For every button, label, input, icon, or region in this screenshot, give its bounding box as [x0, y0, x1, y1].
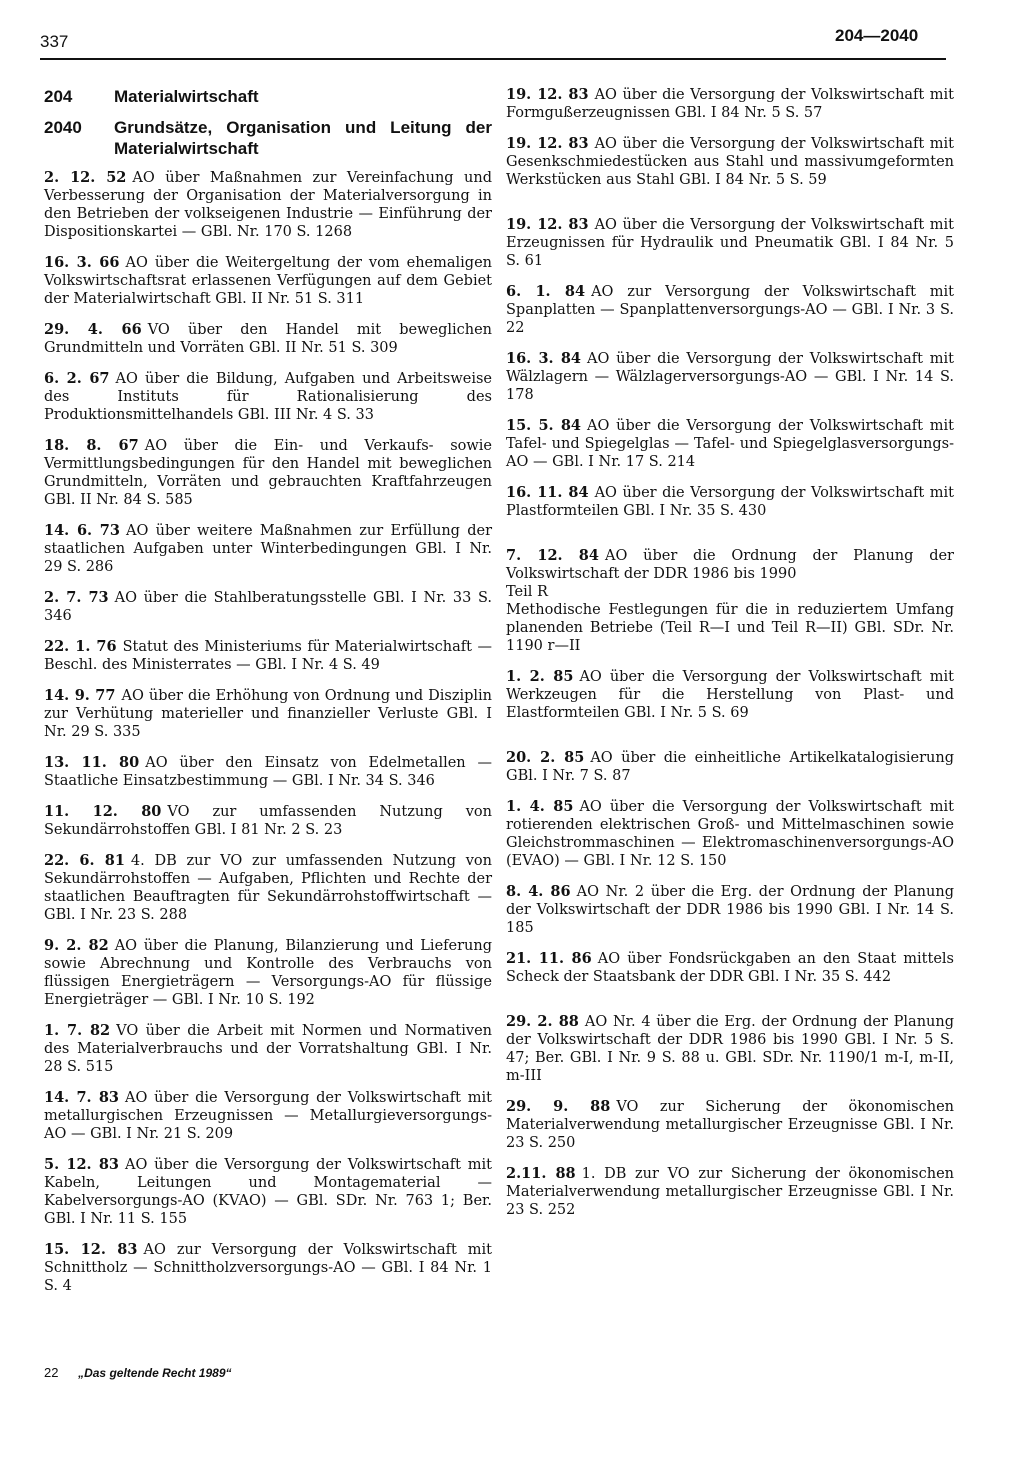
entry-text: AO über die Versorgung der Volkswirtschaft mit Tafel- und Spiegelglas — Tafel- und Spiegelglasversorgungs-AO — GBl. I Nr. 17 S. 214 — [506, 418, 954, 470]
entry — [506, 86, 954, 122]
entry-date: 9. 2. 82 — [44, 937, 109, 954]
page-footer — [44, 1365, 232, 1380]
entry-text: AO über die Versorgung der Volkswirtschaft mit Erzeugnissen für Hydraulik und Pneumatik GBl. I 84 Nr. 5 S. 61 — [506, 217, 954, 269]
entry — [44, 522, 492, 576]
spacer — [506, 999, 954, 1013]
entry-date: 8. 4. 86 — [506, 883, 571, 900]
entry-date: 21. 11. 86 — [506, 950, 592, 967]
entry-date: 15. 12. 83 — [44, 1241, 138, 1258]
entry-text: AO über die Erhöhung von Ordnung und Disziplin zur Verhütung materieller und finanzieller Verluste GBl. I Nr. 29 S. 335 — [44, 688, 492, 740]
entry — [506, 350, 954, 404]
entry-date: 16. 11. 84 — [506, 484, 589, 501]
entry — [506, 950, 954, 986]
entry — [506, 216, 954, 270]
entry — [44, 1022, 492, 1076]
entry — [506, 749, 954, 785]
entry-date: 6. 2. 67 — [44, 370, 110, 387]
entry-text: AO zur Versorgung der Volkswirtschaft mit Spanplatten — Spanplattenversorgungs-AO — GBl. I Nr. 3 S. 22 — [506, 284, 954, 336]
section-code: 204—2040 — [835, 26, 919, 45]
entry-text: AO Nr. 2 über die Erg. der Ordnung der Planung der Volkswirtschaft der DDR 1986 bis 1990 GBl. I Nr. 14 S. 185 — [506, 884, 954, 936]
section-heading-number: 204 — [44, 87, 73, 106]
entry-text: 1. DB zur VO zur Sicherung der ökonomischen Materialverwendung metallurgischer Erzeugnisse GBl. I Nr. 23 S. 252 — [506, 1166, 954, 1218]
entry — [44, 370, 492, 424]
entry-list-right — [506, 86, 954, 1219]
entry-date: 29. 9. 88 — [506, 1098, 611, 1115]
entry — [44, 937, 492, 1009]
entry-date: 14. 9. 77 — [44, 687, 116, 704]
entry-date: 15. 5. 84 — [506, 417, 581, 434]
entry — [506, 1165, 954, 1219]
entry-date: 18. 8. 67 — [44, 437, 139, 454]
entry-text: AO über Fondsrückgaben an den Staat mittels Scheck der Staatsbank der DDR GBl. I Nr. 35 S. 442 — [506, 951, 954, 985]
entry-date: 6. 1. 84 — [506, 283, 586, 300]
section-heading-204 — [44, 86, 492, 107]
entry-date: 1. 4. 85 — [506, 798, 574, 815]
entry-text: AO über die Versorgung der Volkswirtschaft mit Gesenkschmiedestücken aus Stahl und massivumgeformten Werkstücken aus Stahl GBl. I 84 Nr. 5 S. 59 — [506, 136, 954, 188]
entry — [506, 798, 954, 870]
entry — [44, 169, 492, 241]
entry-date: 11. 12. 80 — [44, 803, 162, 820]
entry-text: VO zur Sicherung der ökonomischen Materialverwendung metallurgischer Erzeugnisse GBl. I Nr. 23 S. 250 — [506, 1099, 954, 1151]
entry-date: 1. 7. 82 — [44, 1022, 111, 1039]
entry — [506, 1098, 954, 1152]
entry-text: AO über die Weitergeltung der vom ehemaligen Volkswirtschaftsrat erlassenen Verfügungen auf dem Gebiet der Materialwirtschaft GBl. II Nr. 51 S. 311 — [44, 255, 492, 307]
entry — [44, 687, 492, 741]
entry-text: VO über den Handel mit beweglichen Grundmitteln und Vorräten GBl. II Nr. 51 S. 309 — [44, 322, 493, 356]
entry-date: 20. 2. 85 — [506, 749, 585, 766]
entry-date: 13. 11. 80 — [44, 754, 140, 771]
entry-date: 16. 3. 66 — [44, 254, 120, 271]
entry-text: AO über die Bildung, Aufgaben und Arbeitsweise des Instituts für Rationalisierung des Produktionsmittelhandels GBl. III Nr. 4 S. 33 — [44, 371, 492, 423]
entry-date: 5. 12. 83 — [44, 1156, 119, 1173]
entry-list-left — [44, 169, 492, 1295]
entry-text: AO über die Versorgung der Volkswirtschaft mit metallurgischen Erzeugnissen — Metallurgieversorgungs-AO — GBl. I Nr. 21 S. 209 — [44, 1090, 492, 1142]
entry — [506, 484, 954, 520]
entry-text: AO Nr. 4 über die Erg. der Ordnung der Planung der Volkswirtschaft der DDR 1986 bis 1990 GBl. I Nr. 5 S. 47; Ber. GBl. I Nr. 9 S. 88 u. GBl. SDr. Nr. 1190/1 m-I, m-II, m-III — [506, 1014, 954, 1084]
entry-text: AO über die Versorgung der Volkswirtschaft mit rotierenden elektrischen Groß- und Mittelmaschinen sowie Gleichstrommaschinen — Elektromaschinenversorgungs-AO (EVAO) — GBl. I Nr. 12 S. 150 — [506, 799, 954, 869]
entry-date: 7. 12. 84 — [506, 547, 599, 564]
entry-date: 19. 12. 83 — [506, 135, 589, 152]
entry-date: 19. 12. 83 — [506, 216, 589, 233]
left-column — [44, 86, 492, 1308]
entry-text: AO über den Einsatz von Edelmetallen — Staatliche Einsatzbestimmung — GBl. I Nr. 34 S. 346 — [44, 755, 492, 789]
spacer — [506, 202, 954, 216]
entry-text: AO über die Versorgung der Volkswirtschaft mit Wälzlagern — Wälzlagerversorgungs-AO — GBl. I Nr. 14 S. 178 — [506, 351, 954, 403]
entry-date: 1. 2. 85 — [506, 668, 574, 685]
section-heading-number: 2040 — [44, 118, 82, 137]
entry-text: AO über die Versorgung der Volkswirtschaft mit Formgußerzeugnissen GBl. I 84 Nr. 5 S. 57 — [506, 87, 954, 121]
entry-date: 29. 4. 66 — [44, 321, 142, 338]
section-heading-2040 — [44, 117, 492, 159]
entry — [44, 803, 492, 839]
spacer — [506, 735, 954, 749]
entry — [44, 254, 492, 308]
entry — [44, 589, 492, 625]
entry-date: 29. 2. 88 — [506, 1013, 579, 1030]
entry — [44, 1089, 492, 1143]
entry-text: AO über die Versorgung der Volkswirtschaft mit Kabeln, Leitungen und Montagematerial — Kabelversorgungs-AO (KVAO) — GBl. SDr. Nr. 763 1; Ber. GBl. I Nr. 11 S. 155 — [44, 1157, 492, 1227]
entry-text: AO über weitere Maßnahmen zur Erfüllung der staatlichen Aufgaben unter Winterbedingungen GBl. I Nr. 29 S. 286 — [44, 523, 493, 575]
entry — [506, 668, 954, 722]
entry — [44, 437, 492, 509]
entry-date: 16. 3. 84 — [506, 350, 581, 367]
entry-text: AO über die Stahlberatungsstelle GBl. I Nr. 33 S. 346 — [44, 590, 492, 624]
entry-text: 4. DB zur VO zur umfassenden Nutzung von Sekundärrohstoffen — Aufgaben, Pflichten und Rechte der staatlichen Beauftragten für Sekundärrohstoffwirtschaft — GBl. I Nr. 23 S. 288 — [44, 853, 492, 923]
entry-date: 2.11. 88 — [506, 1165, 576, 1182]
entry-date: 22. 1. 76 — [44, 638, 117, 655]
entry-text: Statut des Ministeriums für Materialwirtschaft — Beschl. des Ministerrates — GBl. I Nr. 4 S. 49 — [44, 639, 492, 673]
entry-text: AO über die Versorgung der Volkswirtschaft mit Werkzeugen für die Herstellung von Plast- und Elastformteilen GBl. I Nr. 5 S. 69 — [506, 669, 954, 721]
entry-text: AO über die Ein- und Verkaufs- sowie Vermittlungsbedingungen für den Handel mit beweglichen Grundmitteln, Vorräten und gebrauchten Kraftfahrzeugen GBl. II Nr. 84 S. 585 — [44, 438, 493, 508]
entry — [44, 1241, 492, 1295]
right-column — [506, 86, 954, 1232]
entry-text: AO zur Versorgung der Volkswirtschaft mit Schnittholz — Schnittholzversorgungs-AO — GBl. I 84 Nr. 1 S. 4 — [44, 1242, 492, 1294]
entry — [506, 1013, 954, 1085]
spacer — [506, 533, 954, 547]
entry-date: 14. 7. 83 — [44, 1089, 119, 1106]
entry — [44, 1156, 492, 1228]
entry-text: AO über die Versorgung der Volkswirtschaft mit Plastformteilen GBl. I Nr. 35 S. 430 — [506, 485, 954, 519]
entry-text: AO über die einheitliche Artikelkatalogisierung GBl. I Nr. 7 S. 87 — [506, 750, 954, 784]
entry — [44, 754, 492, 790]
entry-text: VO zur umfassenden Nutzung von Sekundärrohstoffen GBl. I 81 Nr. 2 S. 23 — [44, 804, 493, 838]
entry — [44, 321, 492, 357]
entry — [506, 417, 954, 471]
entry-text: VO über die Arbeit mit Normen und Normativen des Materialverbrauchs und der Vorratshaltung GBl. I Nr. 28 S. 515 — [44, 1023, 492, 1075]
entry-date: 2. 7. 73 — [44, 589, 109, 606]
section-heading-title: Materialwirtschaft — [114, 87, 259, 106]
entry-text: AO über die Ordnung der Planung der Volkswirtschaft der DDR 1986 bis 1990 Teil R Methodische Festlegungen für die in reduziertem Umfang planenden Betriebe (Teil R—I und Teil R—II) GBl. SDr. Nr. 1190 r—II — [506, 548, 954, 654]
entry-date: 2. 12. 52 — [44, 169, 127, 186]
entry-text: AO über die Planung, Bilanzierung und Lieferung sowie Abrechnung und Kontrolle des Verbrauchs von flüssigen Energieträgern — Versorgungs-AO für flüssige Energieträger — GBl. I Nr. 10 S. 192 — [44, 938, 492, 1008]
footer-source: „Das geltende Recht 1989“ — [78, 1366, 232, 1380]
entry — [44, 638, 492, 674]
header-rule — [40, 58, 946, 60]
footer-page-number: 22 — [44, 1365, 59, 1380]
entry — [506, 135, 954, 189]
entry-date: 14. 6. 73 — [44, 522, 120, 539]
entry-date: 22. 6. 81 — [44, 852, 125, 869]
page-number: 337 — [40, 32, 69, 51]
entry — [506, 283, 954, 337]
entry — [506, 547, 954, 655]
entry-date: 19. 12. 83 — [506, 86, 589, 103]
entry — [506, 883, 954, 937]
section-heading-title: Grundsätze, Organisation und Leitung der Materialwirtschaft — [114, 118, 492, 158]
entry — [44, 852, 492, 924]
entry-text: AO über Maßnahmen zur Vereinfachung und Verbesserung der Organisation der Materialversorgung in den Betrieben der volkseigenen Industrie — Einführung der Dispositionskartei — GBl. Nr. 170 S. 1268 — [44, 170, 493, 240]
